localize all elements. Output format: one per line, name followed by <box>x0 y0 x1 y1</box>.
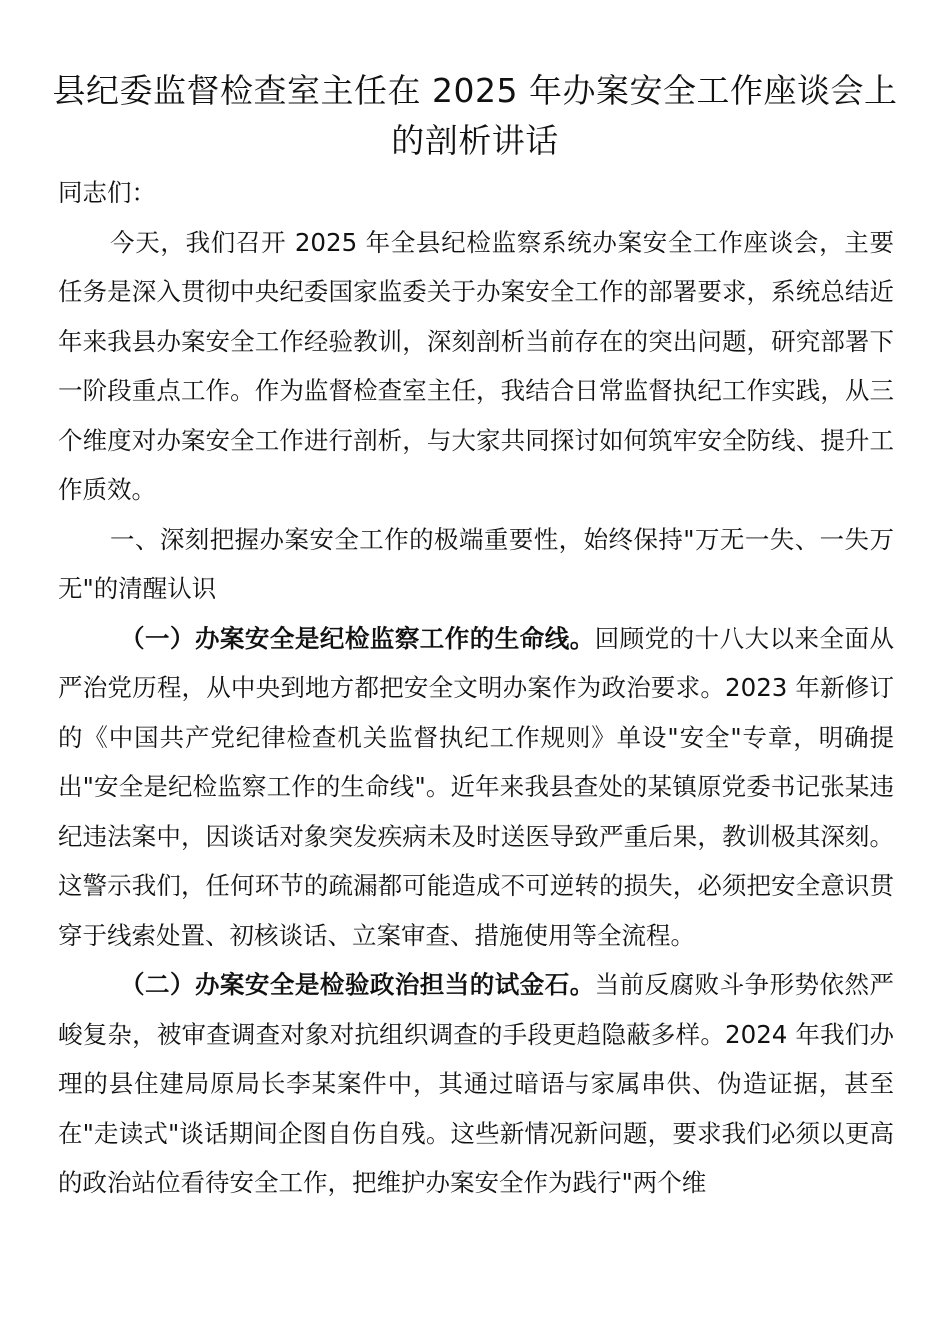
intro-paragraph: 今天，我们召开 2025 年全县纪检监察系统办案安全工作座谈会，主要任务是深入贯彻中央纪委国家监委关于办案安全工作的部署要求，系统总结近年来我县办案安全工作经验教训，深刻剖析当前存在的突出问题，研究部署下一阶段重点工作。作为监督检查室主任，我结合日常监督执纪工作实践，从三个维度对办案安全工作进行剖析，与大家共同探讨如何筑牢安全防线、提升工作质效。 <box>58 227 894 504</box>
subsection-heading-1: （一）办案安全是纪检监察工作的生命线。 <box>120 623 595 653</box>
subsection-paragraph-2 <box>58 960 894 1208</box>
document-title: 县纪委监督检查室主任在 2025 年办案安全工作座谈会上的剖析讲话 <box>52 71 898 160</box>
subsection-heading-2: （二）办案安全是检验政治担当的试金石。 <box>120 970 595 999</box>
subsection-body-2: 当前反腐败斗争形势依然严峻复杂，被审查调查对象对抗组织调查的手段更趋隐蔽多样。2024 年我们办理的县住建局原局长李某案件中，其通过暗语与家属串供、伪造证据，甚至在"走读式"谈话期间企图自伤自残。这些新情况新问题，要求我们必须以更高的政治站位看待安全工作，把维护办案安全作为践行"两个维 <box>58 970 895 1197</box>
section-heading-1: 一、深刻把握办案安全工作的极端重要性，始终保持"万无一失、一失万无"的清醒认识 <box>58 524 894 603</box>
subsection-body-1: 回顾党的十八大以来全面从严治党历程，从中央到地方都把安全文明办案作为政治要求。2023 年新修订的《中国共产党纪律检查机关监督执纪工作规则》单设"安全"专章，明确提出"安全是纪检监察工作的生命线"。近年来我县查处的某镇原党委书记张某违纪违法案中，因谈话对象突发疾病未及时送医导致严重后果，教训极其深刻。这警示我们，任何环节的疏漏都可能造成不可逆转的损失，必须把安全意识贯穿于线索处置、初核谈话、立案审查、措施使用等全流程。 <box>58 623 895 950</box>
document-body <box>58 168 894 1208</box>
subsection-paragraph-1 <box>58 614 894 961</box>
salutation: 同志们： <box>58 178 156 207</box>
